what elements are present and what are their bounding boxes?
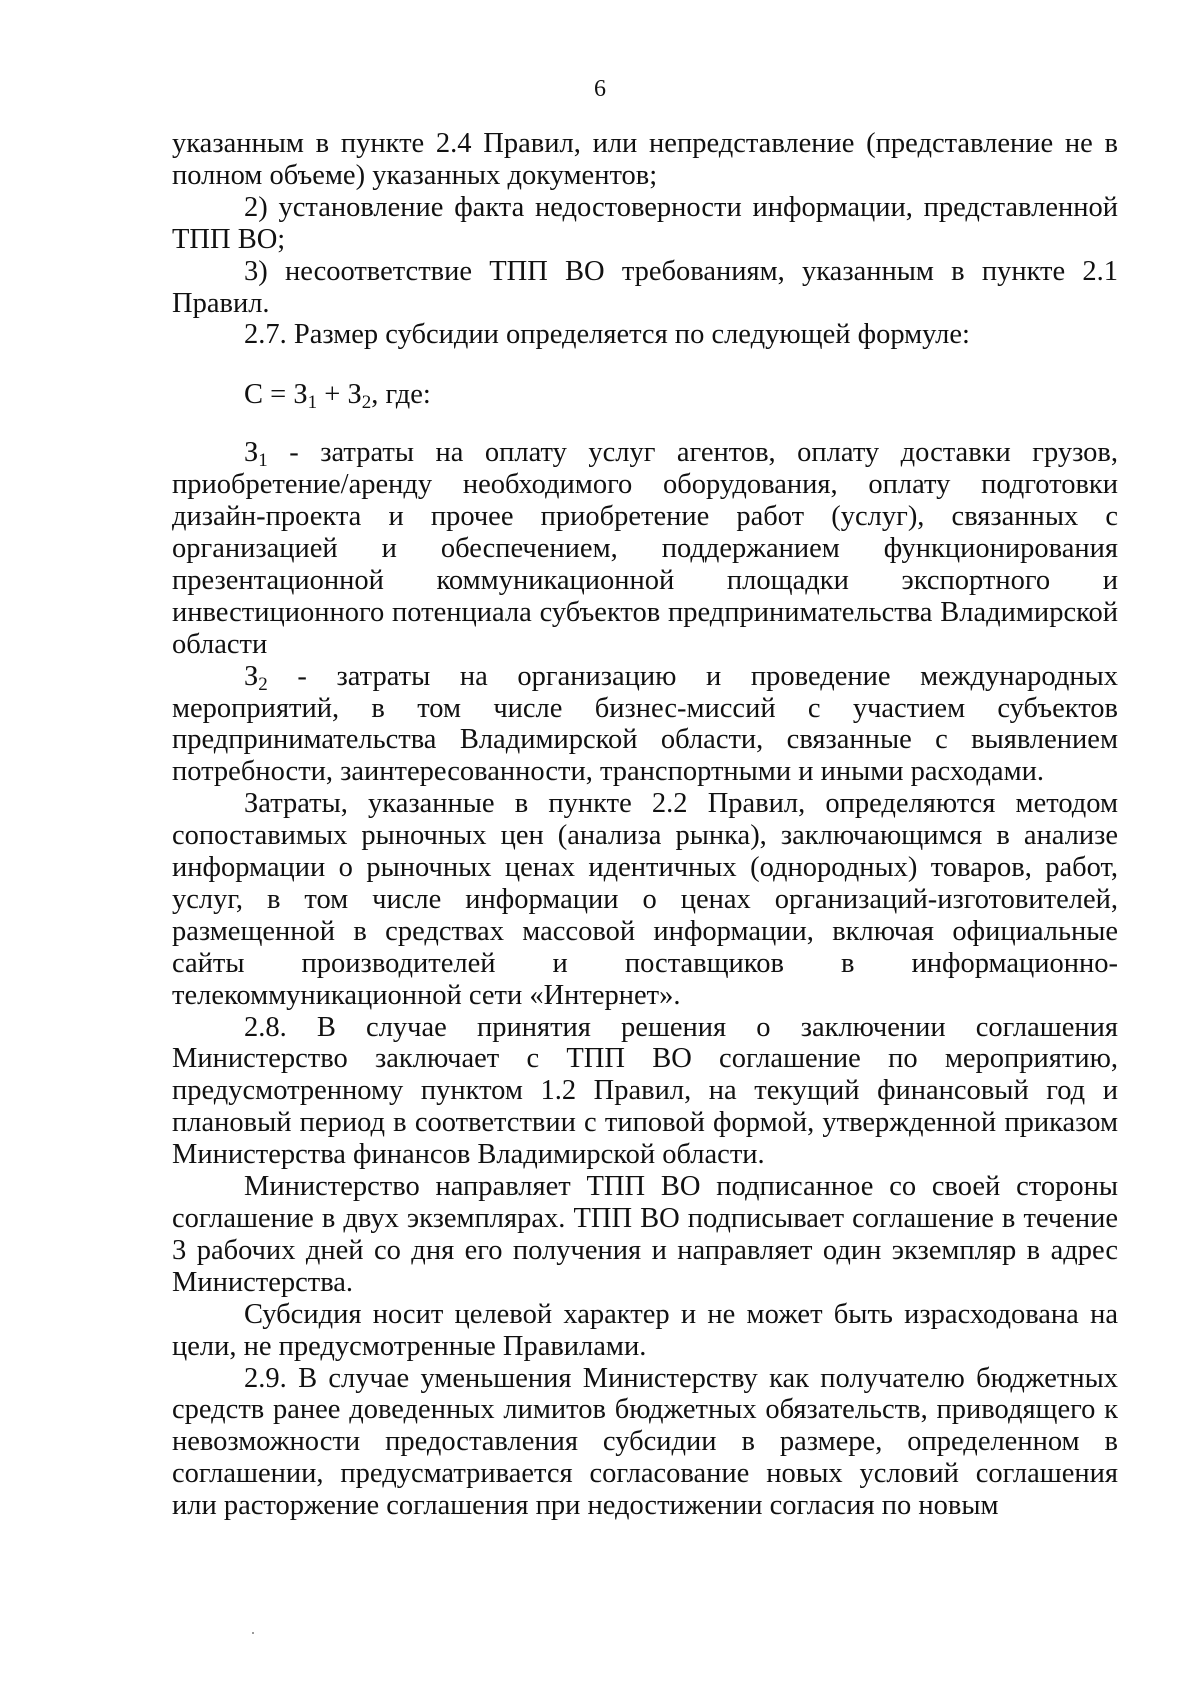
definition-z1 <box>172 437 1118 660</box>
definition-z2-text: - затраты на организацию и проведение международных мероприятий, в том числе бизнес-миссий с участием субъектов предпринимательства Владимирской области, связанные с выявлением потребности, заинтересованности, транспортными и иными расходами. <box>172 660 1118 788</box>
paragraph-continuation: указанным в пункте 2.4 Правил, или непредставление (представление не в полном объеме) указанных документов; <box>172 128 1118 191</box>
paragraph-2-9: 2.9. В случае уменьшения Министерству как получателю бюджетных средств ранее доведенных лимитов бюджетных обязательств, приводящего к невозможности предоставления субсидии в размере, определенном в соглашении, предусматривается согласование новых условий соглашения или расторжение соглашения при недостижении согласия по новым <box>172 1362 1118 1522</box>
paragraph-2-7: 2.7. Размер субсидии определяется по следующей формуле: <box>244 319 970 351</box>
scan-speck <box>252 1632 254 1634</box>
definition-z2-subscript: 2 <box>258 673 268 695</box>
document-body <box>172 128 1118 1522</box>
formula-subscript-1: 1 <box>307 392 318 414</box>
definition-z1-symbol: З <box>244 437 259 469</box>
formula-plus: + З <box>317 379 362 411</box>
definition-z2-symbol: З <box>244 660 259 692</box>
paragraph-subsidy-purpose: Субсидия носит целевой характер и не может быть израсходована на цели, не предусмотренные Правилами. <box>172 1298 1118 1362</box>
definition-z2 <box>172 661 1118 789</box>
definition-z1-subscript: 1 <box>258 450 268 472</box>
formula-lhs: С = З <box>244 379 308 411</box>
paragraph-agreement-signing: Министерство направляет ТПП ВО подписанное со своей стороны соглашение в двух экземплярах. ТПП ВО подписывает соглашение в течение 3 рабочих дней со дня его получения и направляет один экземпляр в адрес Министерства. <box>172 1171 1118 1298</box>
paragraph-costs-method: Затраты, указанные в пункте 2.2 Правил, определяются методом сопоставимых рыночных цен (анализа рынка), заключающимся в анализе информации о рыночных ценах идентичных (однородных) товаров, работ, услуг, в том числе информации о ценах организаций-изготовителей, размещенной в средствах массовой информации, включая официальные сайты производителей и поставщиков в информационно-телекоммуникационной сети «Интернет». <box>172 788 1118 1011</box>
subsidy-formula <box>172 379 1118 414</box>
page-number: 6 <box>594 76 606 102</box>
paragraph-item-3: 3) несоответствие ТПП ВО требованиям, указанным в пункте 2.1 Правил. <box>172 255 1118 319</box>
paragraph-item-2: 2) установление факта недостоверности информации, представленной ТПП ВО; <box>172 191 1118 255</box>
formula-subscript-2: 2 <box>361 392 372 414</box>
definition-z1-text: - затраты на оплату услуг агентов, оплату доставки грузов, приобретение/аренду необходимого оборудования, оплату подготовки дизайн-проекта и прочее приобретение работ (услуг), связанных с организацией и обеспечением, поддержанием функционирования презентационной коммуникационной площадки экспортного и инвестиционного потенциала субъектов предпринимательства Владимирской области <box>172 437 1118 660</box>
paragraph-2-8: 2.8. В случае принятия решения о заключении соглашения Министерство заключает с ТПП ВО соглашение по мероприятию, предусмотренному пунктом 1.2 Правил, на текущий финансовый год и плановый период в соответствии с типовой формой, утвержденной приказом Министерства финансов Владимирской области. <box>172 1011 1118 1171</box>
formula-tail: , где: <box>371 379 431 411</box>
